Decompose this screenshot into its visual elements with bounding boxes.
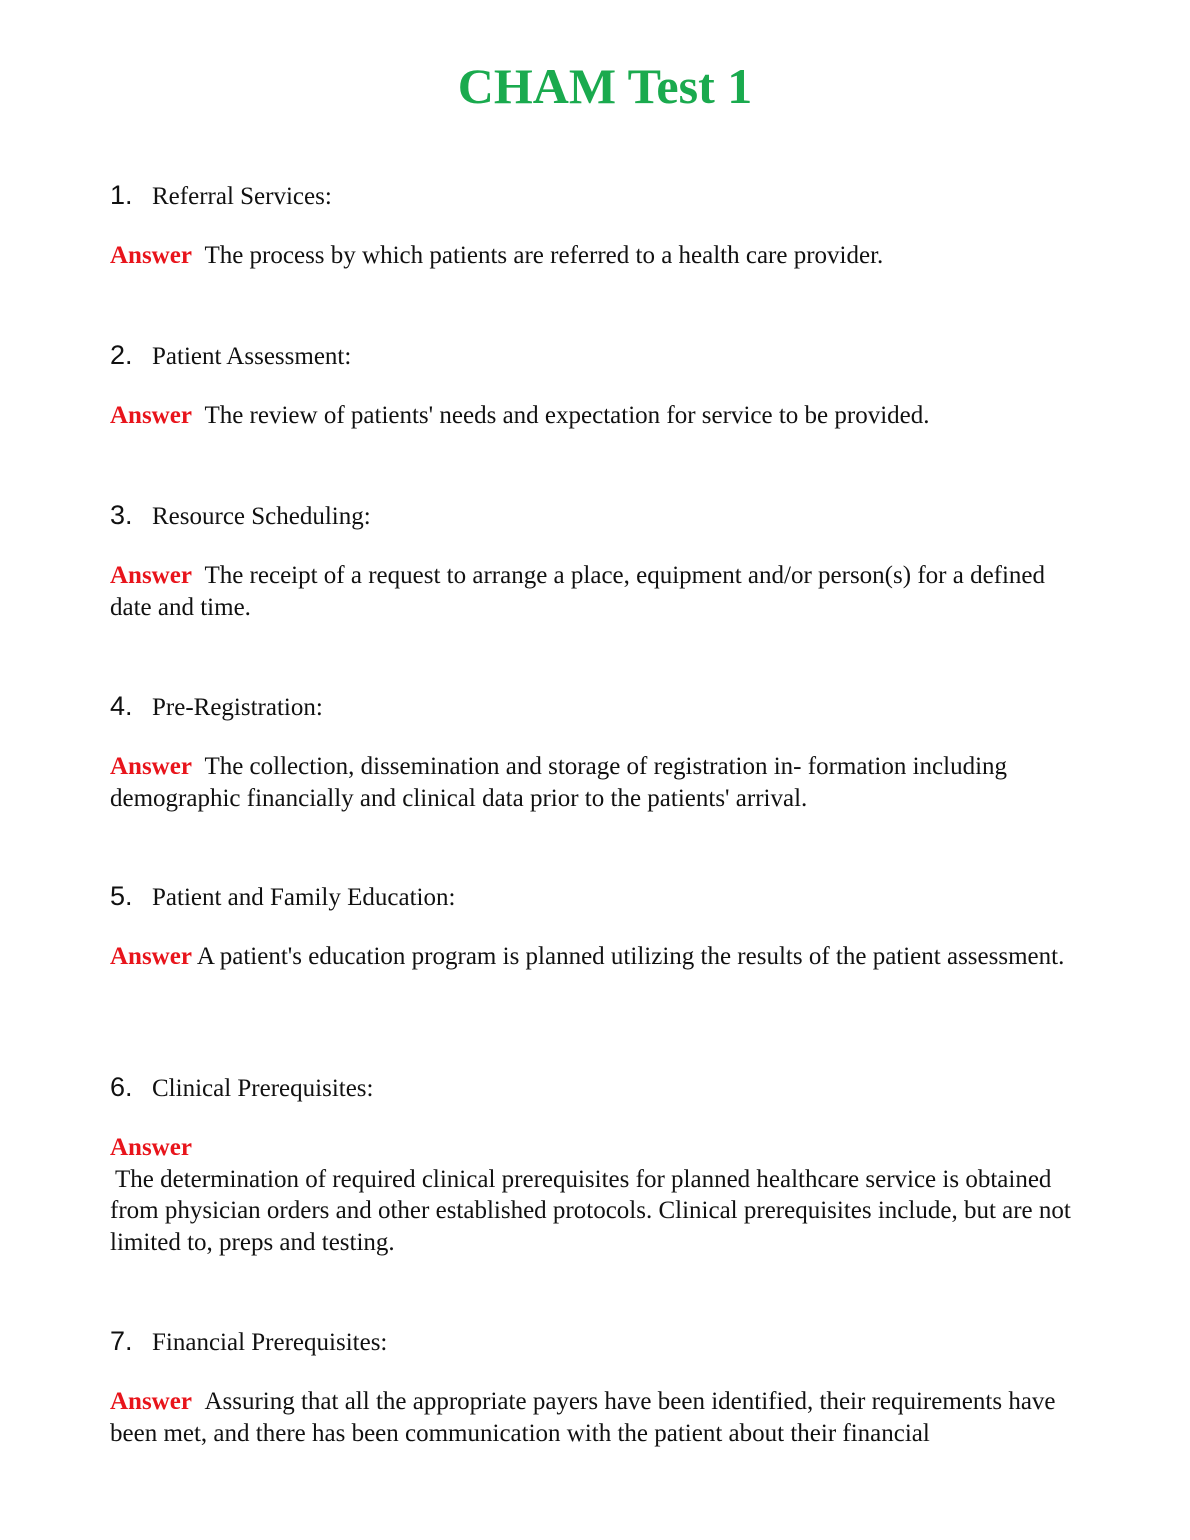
question-heading bbox=[110, 1324, 1090, 1358]
question-number: 1. bbox=[110, 180, 133, 210]
answer-text: The determination of required clinical prerequisites for planned healthcare service is obtained from physician orders and other established protocols. Clinical prerequisites include, but are not limited to, preps and testing. bbox=[110, 1165, 1071, 1256]
answer-text: The review of patients' needs and expectation for service to be provided. bbox=[204, 402, 930, 429]
question-heading bbox=[110, 178, 1090, 212]
question-term: Patient Assessment: bbox=[152, 343, 352, 370]
question-number: 5. bbox=[110, 881, 133, 911]
question-number: 6. bbox=[110, 1072, 133, 1102]
question-item-7 bbox=[110, 1324, 1090, 1449]
question-term: Financial Prerequisites: bbox=[152, 1329, 388, 1356]
answer-text: The process by which patients are referred to a health care provider. bbox=[204, 242, 884, 269]
question-item-4 bbox=[110, 689, 1090, 814]
question-item-6 bbox=[110, 1070, 1090, 1258]
question-term: Patient and Family Education: bbox=[152, 884, 456, 911]
question-term: Resource Scheduling: bbox=[152, 503, 371, 530]
answer-label: Answer bbox=[110, 753, 192, 780]
answer-text: The collection, dissemination and storage of registration in- formation including demographic financially and clinical data prior to the patients' arrival. bbox=[110, 753, 1008, 812]
question-heading bbox=[110, 1070, 1090, 1104]
document-title: CHAM Test 1 bbox=[457, 58, 753, 114]
answer-block bbox=[110, 1132, 1090, 1258]
answer-label: Answer bbox=[110, 1388, 192, 1415]
question-number: 2. bbox=[110, 340, 133, 370]
question-item-2 bbox=[110, 338, 1090, 432]
question-heading bbox=[110, 338, 1090, 372]
question-item-5 bbox=[110, 879, 1090, 973]
question-number: 3. bbox=[110, 500, 133, 530]
question-heading bbox=[110, 879, 1090, 913]
question-number: 7. bbox=[110, 1326, 133, 1356]
answer-label: Answer bbox=[110, 1134, 192, 1161]
answer-block bbox=[110, 560, 1090, 623]
answer-text: The receipt of a request to arrange a place, equipment and/or person(s) for a defined date and time. bbox=[110, 562, 1046, 621]
question-number: 4. bbox=[110, 691, 133, 721]
question-heading bbox=[110, 498, 1090, 532]
answer-block bbox=[110, 941, 1090, 973]
question-item-3 bbox=[110, 498, 1090, 623]
answer-label: Answer bbox=[110, 943, 192, 970]
answer-block bbox=[110, 1386, 1090, 1449]
question-term: Referral Services: bbox=[152, 183, 332, 210]
answer-label: Answer bbox=[110, 562, 192, 589]
answer-block bbox=[110, 240, 1090, 272]
answer-text: Assuring that all the appropriate payers have been identified, their requirements have been met, and there has been communication with the patient about their financial bbox=[110, 1388, 1056, 1447]
answer-label: Answer bbox=[110, 402, 192, 429]
question-item-1 bbox=[110, 178, 1090, 272]
question-term: Clinical Prerequisites: bbox=[152, 1075, 374, 1102]
answer-label: Answer bbox=[110, 242, 192, 269]
answer-text: A patient's education program is planned utilizing the results of the patient assessment. bbox=[196, 943, 1065, 970]
answer-block bbox=[110, 400, 1090, 432]
answer-block bbox=[110, 751, 1090, 814]
question-term: Pre-Registration: bbox=[152, 694, 323, 721]
question-heading bbox=[110, 689, 1090, 723]
